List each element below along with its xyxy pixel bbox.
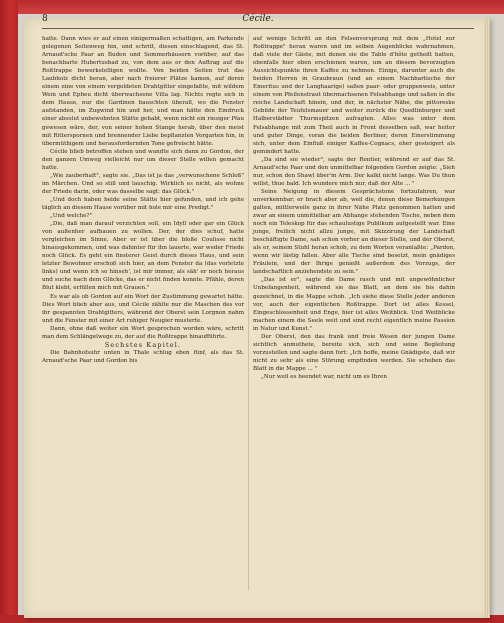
paragraph: hatte. Dann wies er auf einen einigermaßen schattigen, am Parkende gelegenen Seitenweg hin, und schritt, diesen einschlagend, das St. Arnaud'sche Paar an Buden und Sommerhäusern vorüber, auf das benachbarte Hubertusbad zu, von dem aus er den Auftrag auf die Roßtrappe bewerkstelligen wollte. Von beiden Seiten trat das Laubholz dicht heran, aber nach freierer Plätze kamen, auf deren einem eine von einem vergoldeten Drahtgitter eingefaßte, mit wildem Wein und Epheu dicht überwachsene Villa lag. Nichts regte sich in dem Hause, nur die Gardinen bauschten überall, wo die Fenster aufstanden, im Zugwind hin und her, und man hätte den Eindruck einer absolut unbewohnten Stätte gehabt, wenn nicht ein riesiger Pfau gewesen wäre, der, von seiner hohen Stange herab, über den meist mit Ritterspornen und brennender Liebe bepflanzten Vorgarten hin, in übermüthigem und herausfordernden Tone gefreischt hätte. — [42, 36, 244, 147]
page-header — [42, 14, 474, 28]
paragraph: „Und welche?" — [50, 213, 93, 220]
paragraph: „Die, daß man darauf verzichten soll, ein Idyll oder gar ein Glück von außenher aufbauen zu wollen. Der, der dies schuf, hatte vergleichen im Sinne. Aber er ist über die bloße Coulisse nicht hinausgekommen, und was dahinter für ihn lauerte, war weder Friede noch Glück. Es geht ein finsterer Geist durch dieses Haus, und sein letzter Bewohner erschoß sich hier, an dem Fenster da (das vorletzte links) und wenn ich so hinseh', ist mir immer, als säh' er noch heraus und suche nach dem Glücke, das er nicht finden konnte. Pfähle, deren Blut klebt, erfüllen mich mit Grauen." — [42, 221, 244, 292]
paragraph: Der Oberst, den das frank und freie Wesen der jungen Dame sichtlich anmuthete, bereite sich, sich und seine Begleitung vorzustellen und sagte dann fort: „Ich hoffe, meine Gnädigste, daß wir nicht zu sehr als eine Störung empfinden werden. Sie schoben das Blatt in die Mappe ... " — [253, 333, 455, 372]
page-number: 8 — [42, 14, 48, 24]
page-edge — [484, 18, 490, 618]
paragraph: „Das ist er", sagte die Dame rasch und mit ungewöhnlicher Unbefangenheit, während sie das Blatt, an dem sie bis dahin gezeichnet, in die Mappe schob. „Ich siehe diese Stelle jeder anderen vor, auch der eigentlichen Roßtrappe. Dort ist alles Kessel, Eingeschlossenheit und Enge, hier ist alles Weitblick. Und Weitblicke machen einem die Seele weit und sind recht eigentlich meine Passion in Natur und Kunst." — [253, 277, 455, 332]
right-column — [253, 35, 455, 381]
paragraph: Die Bahnhofsuhr unten in Thale schlug eben fünf, als das St. Arnaud'sche Paar und Gordon bis — [42, 349, 244, 364]
cover-top-edge — [0, 0, 504, 14]
running-title: Cécile. — [242, 14, 274, 24]
paragraph: Es war als ob Gordon auf ein Wort der Zustimmung gewartet hätte. Dies Wort blieb aber aus, und Cécile zählte nur die Maschen des vor ihr gespannten Drahtgitters, während der Oberst sein Lorgnon nahm und die Fenster mit einer Art ruhiger Neugier musterte. — [42, 293, 244, 324]
paragraph: auf wenige Schritt an den Felsenvorsprung mit dem „Hotel zur Roßtrappe" heran waren und im selben Augenblicke wahrnahmen, daß viele der Gäste, mit denen sie die Table d'hôte getheilt hatten, ebenfalls hier oben erschienen waren, um an diesem bevorzugten Aussichtspunkte ihren Kaffee zu nehmen. Einige, darunter auch die beiden Herren in Graubraun (und an einem Nachbartische der Emeritus und der Langhaarige) saßen paar- oder gruppenweis, unter einem von Pfeilenstraut übermachsenen Felsabhange und saßen in die reiche Landschaft hinein, und der, in nächster Nähe, die pittoreske Gebilde der Teufelsmauer und weiter zurück die Quedlinburger und Halberstädter Thurmspitzen aufragten. Alles was unter dem Felsabhange mit zum Theil auch in Front desselben saß, war heiter und guter Dinge, voran die beiden Berliner, deren Einerstimmung sich, unter dem Einfluß einiger Kaffee-Cognacs, eher gesteigert als gemindert hatte. — [253, 36, 455, 155]
paragraph: „Wie zauberhaft", sagte sie. „Das ist ja das „verwunschene Schloß" im Märchen. Und so still und lauschig. Wirklich es nicht, als wohne der Friede darin, oder was dasselbe sagt: das Glück." — [42, 172, 244, 195]
cover-spine — [0, 0, 18, 623]
paragraph: Seine Neigung in diesem Gesprächstone fortzufahren, war unverkennbar; er brach aber ab, weil die, denen diese Bemerkungen galten, mittlerweile ganz in ihrer Nähe Platz genommen hatten und zwar an einem unmittelbar am Abhange stehenden Tische, neben dem noch ein Teleskop für das schaulustige Publikum aufgestellt war. Eine junge, freilich nicht allzu junge, mit Skizzirung der Landschaft beschäftigte Dame, sah schon vorher an dieser Stelle, und der Oberst, als er, seinem Stuhl heran schob, zu dem Worten veranlaßte: „Pardon, wenn wir lästig fallen. Aber alle Tische sind besetzt, mein gnädiges Fräulein, und der Ihrige genießt außerdem des Vorzugs, der landschaftlich anziehendste zu sein." — [253, 188, 455, 276]
paragraph: „Da sind sie wieder", sagte der Rentier, während er auf das St. Arnaud'sche Paar und den unmittelbar folgenden Gordon zeigte: „Sieh nur, schon den Shawl über'm Arm. Der kalkt nicht lange. Was Du thun willst, thue bald. Ich wundere mich nur, daß der Alte ... " — [253, 156, 455, 187]
paragraph: „Und doch haben beide seine Stätte hier gefunden, und ich gehe täglich an diesem Hause vorüber mit hole mir eine Predigt." — [42, 196, 244, 211]
header-rule — [42, 28, 474, 29]
left-column — [42, 35, 244, 365]
paragraph: Cécile blieb betroffen stehen und wandte sich dann zu Gordon, der den ganzen Umweg vielleicht nur um dieser Stelle willen gemacht hatte. — [42, 148, 244, 171]
paragraph: „Nur weil es beendet war, nicht um es Ihren — [261, 373, 387, 380]
column-divider — [248, 35, 249, 590]
chapter-heading: Sechstes Kapitel. — [104, 340, 182, 349]
paragraph: Dann, ohne daß weiter ein Wort gesprochen worden wäre, schritt man dem Schlängelwege zu, der auf die Roßtrappe hinaufführte. — [42, 325, 244, 340]
